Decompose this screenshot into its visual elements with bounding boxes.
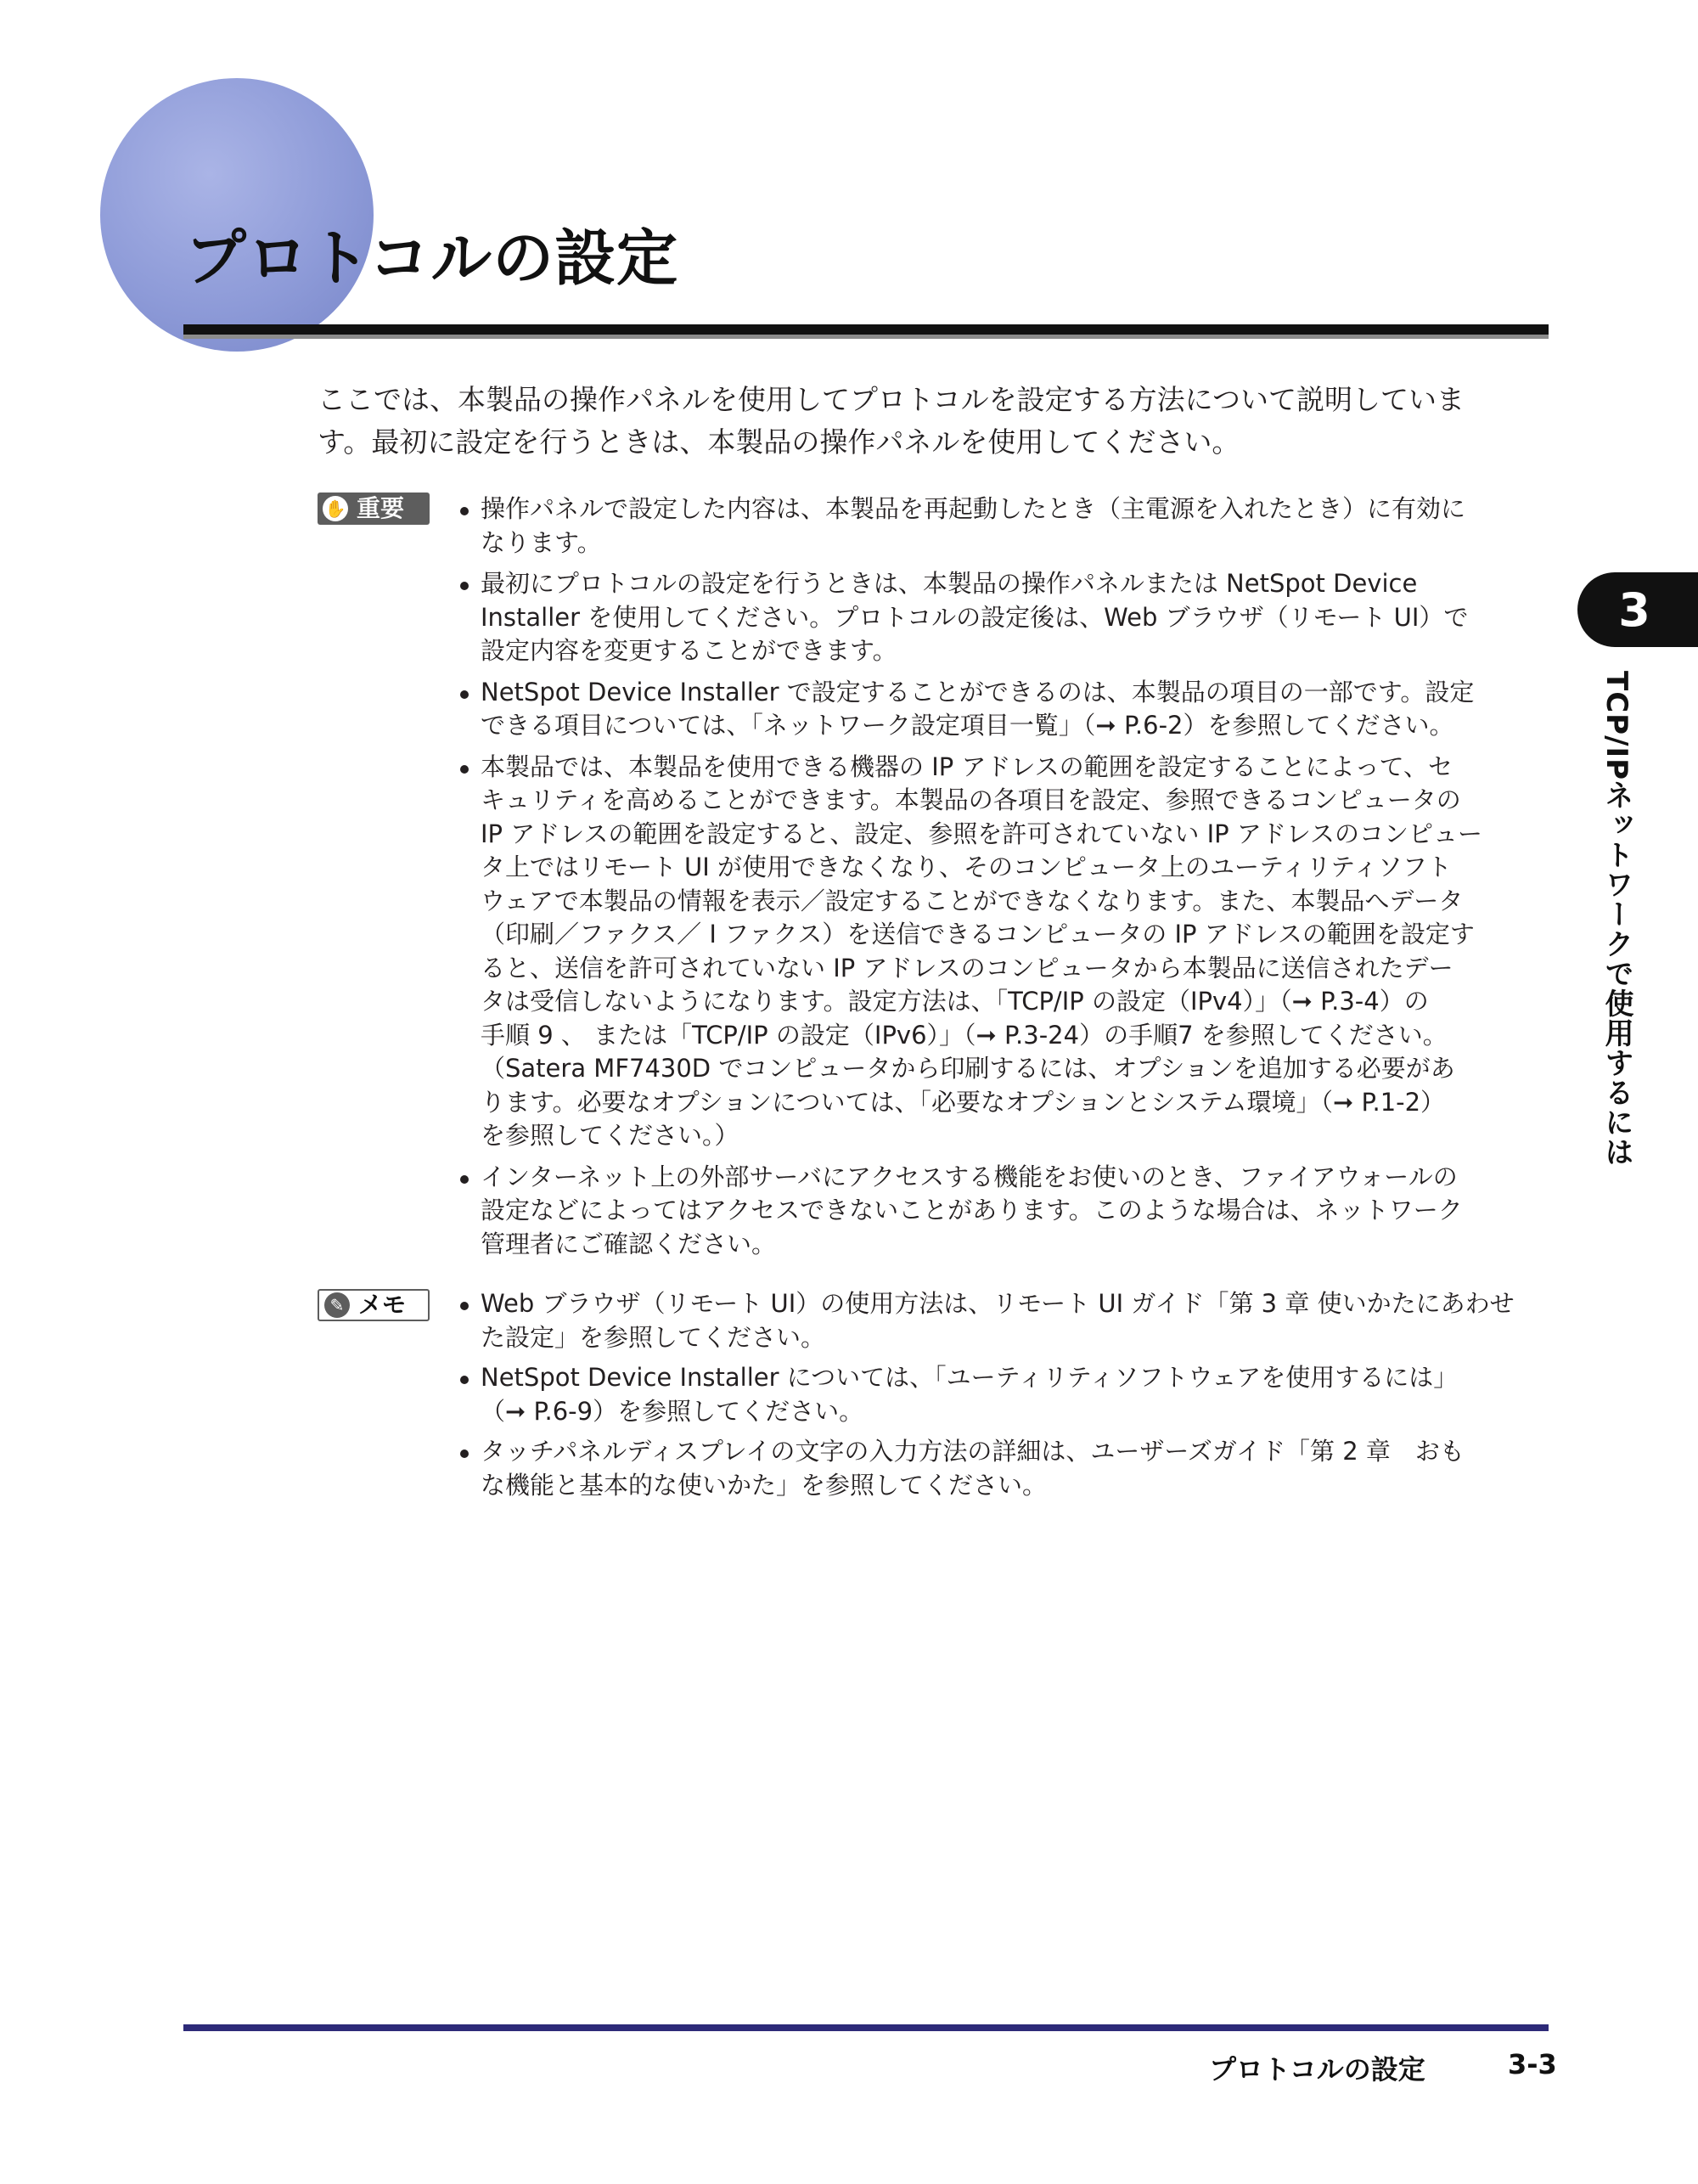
note-line: を参照してください。） bbox=[481, 1121, 739, 1150]
memo-notes bbox=[457, 1287, 1560, 1509]
intro-paragraph bbox=[318, 379, 1557, 464]
list-item bbox=[457, 567, 1560, 668]
note-line: た設定」を参照してください。 bbox=[481, 1322, 826, 1352]
chapter-number: 3 bbox=[1618, 583, 1650, 637]
note-line: IP アドレスの範囲を設定すると、設定、参照を許可されていない IP アドレスのコンピュー bbox=[481, 819, 1482, 848]
memo-label-text: メモ bbox=[358, 1291, 407, 1319]
note-line: できる項目については、「ネットワーク設定項目一覧」（➞ P.6-2）を参照してください。 bbox=[481, 711, 1454, 740]
title-rule bbox=[183, 324, 1549, 335]
note-line: （➞ P.6-9）を参照してください。 bbox=[481, 1396, 864, 1426]
note-line: （Satera MF7430D でコンピュータから印刷するには、オプションを追加する必要があ bbox=[481, 1054, 1455, 1083]
note-line: 設定内容を変更することができます。 bbox=[481, 636, 897, 665]
note-line: ウェアで本製品の情報を表示／設定することができなくなります。また、本製品へデータ bbox=[481, 886, 1464, 915]
intro-line: ここでは、本製品の操作パネルを使用してプロトコルを設定する方法について説明していま bbox=[318, 383, 1465, 416]
note-line: 管理者にご確認ください。 bbox=[481, 1229, 777, 1258]
memo-label bbox=[318, 1289, 430, 1321]
pencil-icon: ✎ bbox=[324, 1292, 350, 1318]
note-line: NetSpot Device Installer で設定することができるのは、本製品の項目の一部です。設定 bbox=[481, 677, 1475, 706]
note-line: タは受信しないようになります。設定方法は、「TCP/IP の設定（IPv4）」（➞ P.3-4）の bbox=[481, 987, 1429, 1016]
important-label-text: 重要 bbox=[357, 494, 405, 522]
hand-stop-icon: ✋ bbox=[323, 496, 348, 521]
note-line: インターネット上の外部サーバにアクセスする機能をお使いのとき、ファイアウォールの bbox=[481, 1162, 1458, 1191]
list-item bbox=[457, 751, 1560, 1153]
chapter-title: TCP/IPネットワークで使用するには bbox=[1600, 671, 1633, 1168]
note-line: ります。必要なオプションについては、「必要なオプションとシステム環境」（➞ P.1-2） bbox=[481, 1087, 1446, 1117]
list-item bbox=[457, 1287, 1560, 1354]
note-line: タッチパネルディスプレイの文字の入力方法の詳細は、ユーザーズガイド「第 2 章 おも bbox=[481, 1437, 1465, 1466]
note-line: ると、送信を許可されていない IP アドレスのコンピュータから本製品に送信されたデー bbox=[481, 953, 1453, 982]
page-title: プロトコルの設定 bbox=[185, 222, 679, 294]
footer-rule bbox=[183, 2024, 1549, 2031]
page-number: 3-3 bbox=[1508, 2048, 1557, 2080]
title-decoration-circle bbox=[100, 78, 374, 352]
footer-section-title: プロトコルの設定 bbox=[1209, 2053, 1425, 2085]
note-line: Installer を使用してください。プロトコルの設定後は、Web ブラウザ（リモート UI）で bbox=[481, 602, 1469, 632]
important-notes bbox=[457, 493, 1560, 1269]
note-line: NetSpot Device Installer については、「ユーティリティソフトウェアを使用するには」 bbox=[481, 1363, 1459, 1392]
list-item bbox=[457, 1435, 1560, 1502]
note-line: （印刷／ファクス／ I ファクス）を送信できるコンピュータの IP アドレスの範囲を設定す bbox=[481, 920, 1475, 948]
list-item bbox=[457, 1161, 1560, 1262]
note-line: Web ブラウザ（リモート UI）の使用方法は、リモート UI ガイド「第 3 章 使いかたにあわせ bbox=[481, 1289, 1515, 1318]
list-item bbox=[457, 1361, 1560, 1428]
note-line: な機能と基本的な使いかた」を参照してください。 bbox=[481, 1470, 1048, 1500]
note-line: 本製品では、本製品を使用できる機器の IP アドレスの範囲を設定することによって、セ bbox=[481, 751, 1453, 781]
chapter-tab bbox=[1577, 572, 1698, 647]
note-line: 最初にプロトコルの設定を行うときは、本製品の操作パネルまたは NetSpot Device bbox=[481, 569, 1418, 598]
important-label bbox=[318, 493, 430, 525]
note-line: タ上ではリモート UI が使用できなくなり、そのコンピュータ上のユーティリティソフト bbox=[481, 853, 1452, 881]
title-rule-shadow bbox=[183, 335, 1549, 339]
note-line: キュリティを高めることができます。本製品の各項目を設定、参照できるコンピュータの bbox=[481, 785, 1461, 814]
list-item bbox=[457, 493, 1560, 560]
note-line: なります。 bbox=[481, 527, 602, 557]
note-line: 操作パネルで設定した内容は、本製品を再起動したとき（主電源を入れたとき）に有効に bbox=[481, 494, 1466, 523]
note-line: 手順 9 、 または「TCP/IP の設定（IPv6）」（➞ P.3-24）の手順7 を参照してください。 bbox=[481, 1020, 1448, 1050]
intro-line: す。最初に設定を行うときは、本製品の操作パネルを使用してください。 bbox=[318, 425, 1240, 459]
list-item bbox=[457, 676, 1560, 743]
note-line: 設定などによってはアクセスできないことがあります。このような場合は、ネットワーク bbox=[481, 1196, 1463, 1224]
